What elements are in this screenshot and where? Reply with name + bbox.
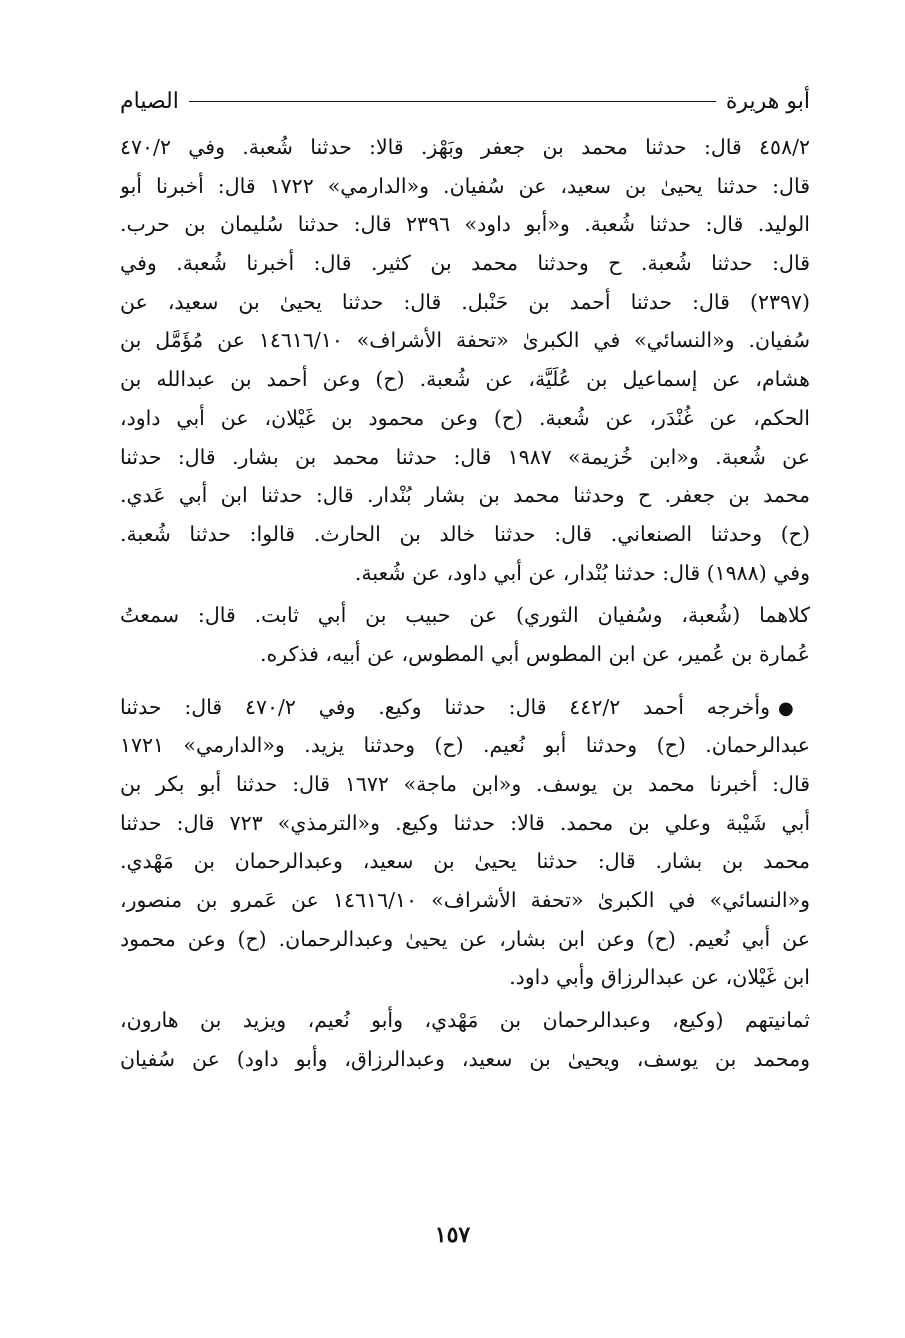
paragraph-3 — [120, 688, 810, 998]
text-line: وفي (١٩٨٨) قال: حدثنا بُنْدار، عن أبي داود، عن شُعبة. — [354, 560, 810, 585]
text-line-content: وأخرجه أحمد ٤٤٢/٢ قال: حدثنا وكيع. وفي ٤٧٠/٢ قال: حدثنا — [120, 694, 771, 719]
text-line: سُفيان. و«النسائي» في الكبرىٰ «تحفة الأشراف» ١٤٦١٦/١٠ عن مُؤَمَّل بن — [120, 328, 810, 353]
text-line: هشام، عن إسماعيل بن عُلَيَّة، عن شُعبة. (ح) وعن أحمد بن عبدالله بن — [120, 367, 810, 392]
text-line: قال: حدثنا يحيىٰ بن سعيد، عن سُفيان. و«الدارمي» ١٧٢٢ قال: أخبرنا أبو — [120, 173, 810, 198]
text-line: ابن غَيْلان، عن عبدالرزاق وأبي داود. — [509, 965, 810, 990]
text-line: عن أبي نُعيم. (ح) وعن ابن بشار، عن يحيىٰ وعبدالرحمان. (ح) وعن محمود — [120, 926, 810, 951]
body-text — [120, 128, 810, 1079]
paragraph-2 — [120, 596, 810, 673]
header-rule — [189, 101, 716, 102]
text-line: ثمانيتهم (وكيع، وعبدالرحمان بن مَهْدي، وأبو نُعيم، ويزيد بن هارون، — [120, 1008, 810, 1033]
header-narrator-title: أبو هريرة — [725, 88, 810, 114]
text-line — [120, 688, 810, 727]
paragraph-spacer — [120, 674, 810, 688]
paragraph-4 — [120, 1001, 810, 1078]
text-line: ومحمد بن يوسف، ويحيىٰ بن سعيد، وعبدالرزاق، وأبو داود) عن سُفيان — [120, 1046, 810, 1071]
bullet-icon: ● — [778, 697, 810, 719]
text-line: أبي شَيْبة وعلي بن محمد. قالا: حدثنا وكيع. و«الترمذي» ٧٢٣ قال: حدثنا — [120, 810, 810, 835]
text-line: (ح) وحدثنا الصنعاني. قال: حدثنا خالد بن الحارث. قالوا: حدثنا شُعبة. — [120, 521, 810, 546]
text-line: عبدالرحمان. (ح) وحدثنا أبو نُعيم. (ح) وحدثنا يزيد. و«الدارمي» ١٧٢١ — [120, 733, 810, 758]
text-line: قال: حدثنا شُعبة. ح وحدثنا محمد بن كثير. قال: أخبرنا شُعبة. وفي — [120, 251, 810, 276]
page-number: ١٥٧ — [434, 1222, 471, 1248]
text-line: كلاهما (شُعبة، وسُفيان الثوري) عن حبيب بن أبي ثابت. قال: سمعتُ — [120, 603, 810, 628]
paragraph-1 — [120, 128, 810, 592]
text-line: الحكم، عن غُنْدَر، عن شُعبة. (ح) وعن محمود بن غَيْلان، عن أبي داود، — [120, 405, 810, 430]
text-line: قال: أخبرنا محمد بن يوسف. و«ابن ماجة» ١٦٧٢ قال: حدثنا أبو بكر بن — [120, 772, 810, 796]
text-line: (٢٣٩٧) قال: حدثنا أحمد بن حَنْبل. قال: حدثنا يحيىٰ بن سعيد، عن — [120, 289, 810, 314]
header-chapter-title: الصيام — [120, 88, 179, 114]
running-header — [120, 86, 810, 116]
text-line: عن شُعبة. و«ابن خُزيمة» ١٩٨٧ قال: حدثنا محمد بن بشار. قال: حدثنا — [120, 444, 810, 469]
text-line: و«النسائي» في الكبرىٰ «تحفة الأشراف» ١٤٦١٦/١٠ عن عَمرو بن منصور، — [120, 888, 810, 913]
text-line: ٤٥٨/٢ قال: حدثنا محمد بن جعفر وبَهْز. قالا: حدثنا شُعبة. وفي ٤٧٠/٢ — [120, 135, 810, 159]
text-line: محمد بن جعفر. ح وحدثنا محمد بن بشار بُنْدار. قال: حدثنا ابن أبي عَدي. — [120, 483, 810, 508]
text-line: الوليد. قال: حدثنا شُعبة. و«أبو داود» ٢٣٩٦ قال: حدثنا سُليمان بن حرب. — [120, 212, 810, 237]
text-line: محمد بن بشار. قال: حدثنا يحيىٰ بن سعيد، وعبدالرحمان بن مَهْدي. — [120, 849, 810, 874]
text-line: عُمارة بن عُمير، عن ابن المطوس أبي المطوس، عن أبيه، فذكره. — [260, 641, 810, 666]
